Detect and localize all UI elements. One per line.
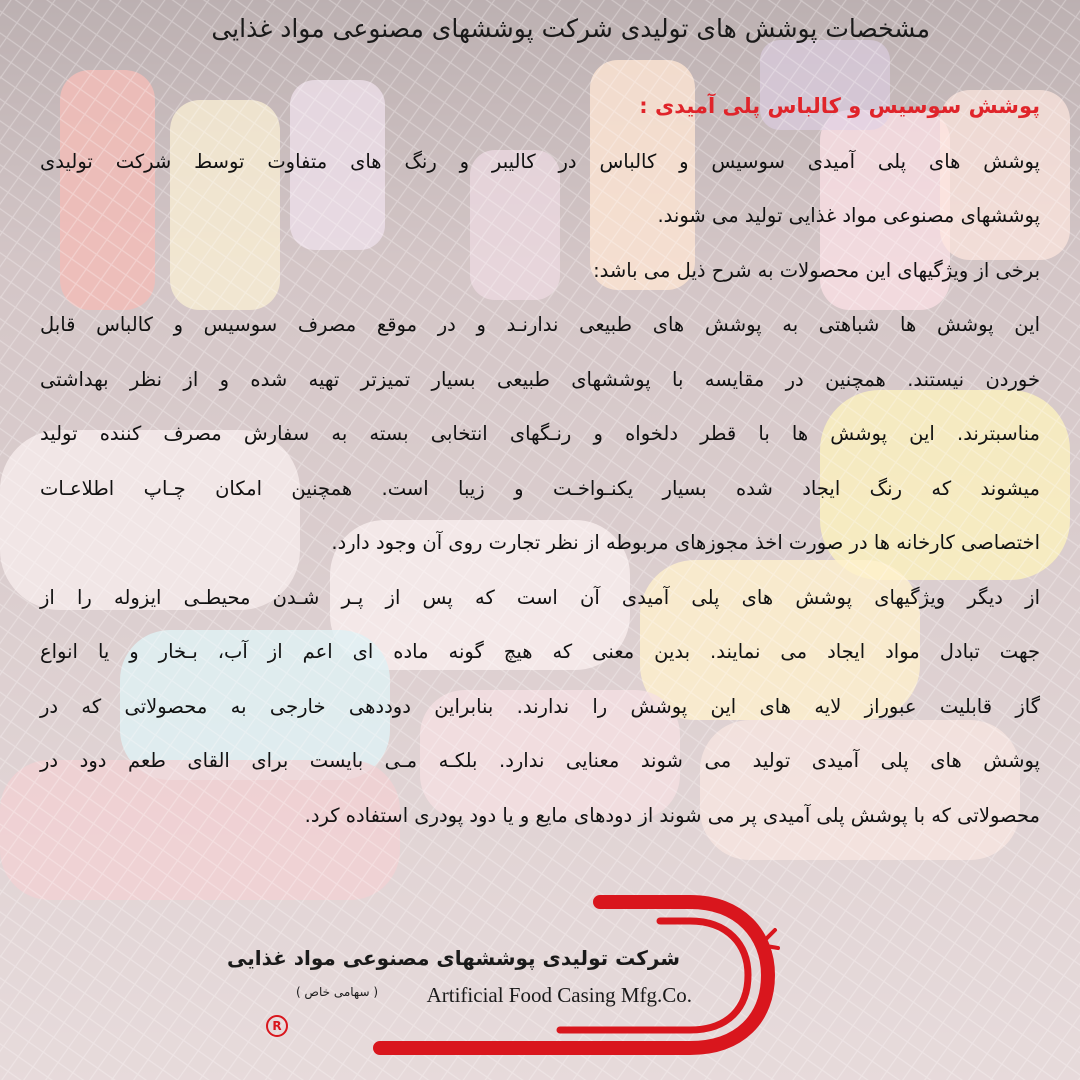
paragraph-line: برخی از ویژگیهای این محصولات به شرح ذیل می باشد: — [593, 259, 1040, 282]
company-name-persian: شرکت تولیدی پوششهای مصنوعی مواد غذایی — [227, 946, 680, 970]
paragraph-line: جهت تبادل مواد ایجاد می نمایند. بدین معنی که هیچ گونه ماده ای اعم از آب، بـخار و یا انواع — [40, 640, 1040, 663]
paragraph-line: محصولاتی که با پوشش پلی آمیدی پر می شوند از دودهای مایع و یا دود پودری استفاده کرد. — [304, 804, 1040, 827]
registered-trademark-icon: R — [266, 1015, 288, 1037]
paragraph-line: اختصاصی کارخانه ها در صورت اخذ مجوزهای مربوطه از نظر تجارت روی آن وجود دارد. — [331, 531, 1040, 554]
paragraph-line: گاز قابلیت عبوراز لایه های این پوشش را ندارند. بنابراین دوددهی خارجی به محصولاتی که در — [40, 695, 1040, 718]
paragraph-line: مناسبترند. این پوشش ها با قطر دلخواه و رنـگهای انتخابی بسته به سفارش مصرف کننده تولید — [40, 422, 1040, 445]
paragraph-line: پوششهای مصنوعی مواد غذایی تولید می شوند. — [657, 204, 1040, 227]
paragraph-line: این پوشش ها شباهتی به پوشش های طبیعی ندارنـد و در موقع مصرف سوسیس و کالباس قابل — [40, 313, 1040, 336]
company-type-label: ( سهامی خاص ) — [295, 985, 378, 999]
paragraph-line: پوشش های پلی آمیدی سوسیس و کالباس در کالیبر و رنگ های متفاوت توسط شرکت تولیدی — [40, 150, 1040, 173]
paragraph-line: پوشش های پلی آمیدی تولید می شوند معنایی ندارد. بلکـه مـی بایست برای القای طعم دود در — [40, 749, 1040, 772]
section-heading: پوشش سوسیس و کالباس پلی آمیدی : — [639, 94, 1040, 118]
paragraph-line: خوردن نیستند. همچنین در مقایسه با پوششهای طبیعی بسیار تمیزتر تهیه شده و از نظر بهداشتی — [40, 368, 1040, 391]
paragraph-line: میشوند که رنگ ایجاد شده بسیار یکنـواخـت و زیبا است. همچنین امکان چـاپ اطلاعـات — [40, 477, 1040, 500]
paragraph-line: از دیگر ویژگیهای پوشش های پلی آمیدی آن است که پس از پـر شـدن محیطـی ایزوله را از — [40, 586, 1040, 609]
company-name-english: Artificial Food Casing Mfg.Co. — [426, 983, 692, 1007]
page-title: مشخصات پوشش های تولیدی شرکت پوششهای مصنوعی مواد غذایی — [211, 14, 930, 43]
